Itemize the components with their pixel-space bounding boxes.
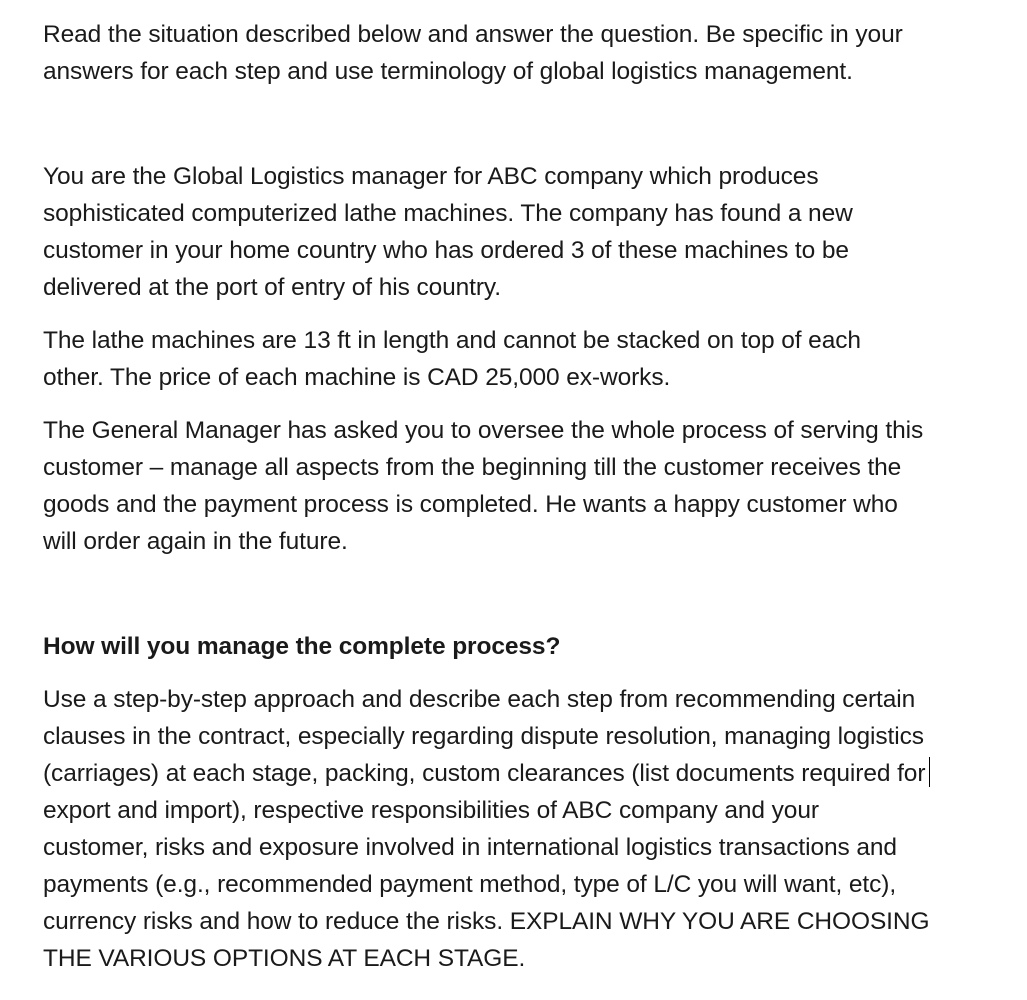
scenario-line: will order again in the future. <box>43 528 348 555</box>
instructions-line: clauses in the contract, especially regarding dispute resolution, managing logistics <box>43 723 924 750</box>
instructions-line: export and import), respective responsibilities of ABC company and your <box>43 797 819 824</box>
instructions-line-with-caret <box>43 755 983 792</box>
question-text: How will you manage the complete process? <box>43 633 561 660</box>
instructions-paragraph[interactable] <box>43 681 983 977</box>
document-page <box>43 16 983 977</box>
intro-line: answers for each step and use terminology of global logistics management. <box>43 58 853 85</box>
scenario-line: You are the Global Logistics manager for ABC company which produces <box>43 163 819 190</box>
scenario-paragraph-2 <box>43 322 983 396</box>
instructions-line: payments (e.g., recommended payment method, type of L/C you will want, etc), <box>43 871 897 898</box>
intro-line: Read the situation described below and answer the question. Be specific in your <box>43 21 903 48</box>
scenario-line: other. The price of each machine is CAD 25,000 ex-works. <box>43 364 671 391</box>
instructions-line: THE VARIOUS OPTIONS AT EACH STAGE. <box>43 945 526 972</box>
scenario-line: customer in your home country who has ordered 3 of these machines to be <box>43 237 849 264</box>
instructions-line: currency risks and how to reduce the risks. EXPLAIN WHY YOU ARE CHOOSING <box>43 908 930 935</box>
scenario-line: sophisticated computerized lathe machines. The company has found a new <box>43 200 853 227</box>
scenario-line: The lathe machines are 13 ft in length and cannot be stacked on top of each <box>43 327 861 354</box>
scenario-line: delivered at the port of entry of his country. <box>43 274 501 301</box>
intro-paragraph <box>43 16 983 90</box>
question-heading <box>43 628 983 665</box>
scenario-line: goods and the payment process is completed. He wants a happy customer who <box>43 491 898 518</box>
instructions-line: customer, risks and exposure involved in international logistics transactions and <box>43 834 897 861</box>
scenario-line: The General Manager has asked you to oversee the whole process of serving this <box>43 417 924 444</box>
scenario-paragraph-3 <box>43 412 983 560</box>
instructions-line: Use a step-by-step approach and describe each step from recommending certain <box>43 686 916 713</box>
text-cursor <box>929 757 930 787</box>
instructions-line-text: (carriages) at each stage, packing, custom clearances (list documents required for <box>43 760 926 787</box>
scenario-line: customer – manage all aspects from the beginning till the customer receives the <box>43 454 902 481</box>
scenario-paragraph-1 <box>43 158 983 306</box>
